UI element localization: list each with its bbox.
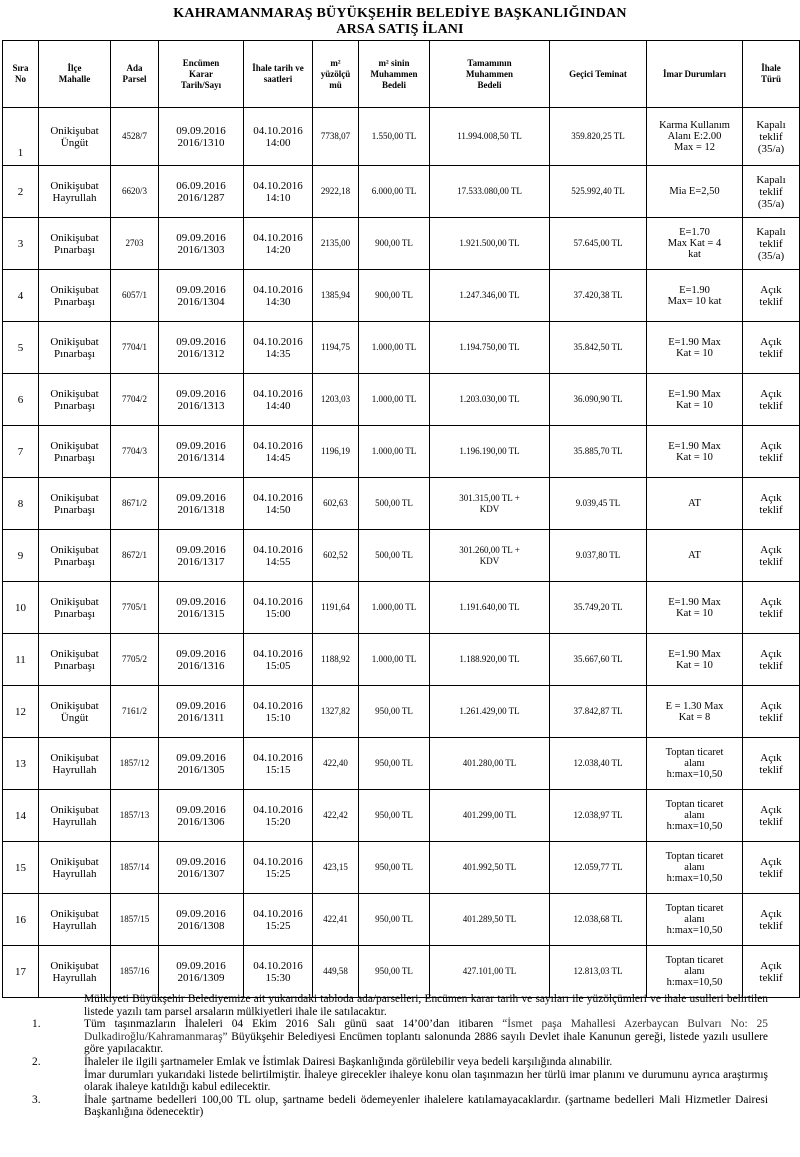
cell-m2-bedel: 950,00 TL bbox=[359, 946, 430, 998]
cell-sira: 9 bbox=[3, 530, 39, 582]
cell-imar: Toptan ticaret alanı h:max=10,50 bbox=[647, 790, 743, 842]
cell-teminat: 525.992,40 TL bbox=[550, 166, 647, 218]
table-row bbox=[3, 218, 800, 270]
cell-encumen: 09.09.2016 2016/1310 bbox=[159, 108, 244, 166]
cell-ilce: Onikişubat Hayrullah bbox=[39, 738, 111, 790]
cell-teminat: 12.038,97 TL bbox=[550, 790, 647, 842]
cell-ilce: Onikişubat Üngüt bbox=[39, 686, 111, 738]
header-yuzolcum: m² yüzölçü mü bbox=[313, 41, 359, 108]
cell-teminat: 359.820,25 TL bbox=[550, 108, 647, 166]
cell-ada: 7704/1 bbox=[111, 322, 159, 374]
header-imar: İmar Durumları bbox=[647, 41, 743, 108]
cell-tur: Açık teklif bbox=[743, 426, 800, 478]
cell-teminat: 9.039,45 TL bbox=[550, 478, 647, 530]
cell-imar: Toptan ticaret alanı h:max=10,50 bbox=[647, 842, 743, 894]
cell-ada: 4528/7 bbox=[111, 108, 159, 166]
cell-ihale: 04.10.2016 15:25 bbox=[244, 894, 313, 946]
cell-tur: Açık teklif bbox=[743, 946, 800, 998]
cell-sira: 10 bbox=[3, 582, 39, 634]
table-row bbox=[3, 426, 800, 478]
notice-footer bbox=[0, 993, 800, 1119]
header-sira: Sıra No bbox=[3, 41, 39, 108]
cell-m2-bedel: 900,00 TL bbox=[359, 218, 430, 270]
table-row bbox=[3, 686, 800, 738]
cell-encumen: 09.09.2016 2016/1308 bbox=[159, 894, 244, 946]
cell-teminat: 35.842,50 TL bbox=[550, 322, 647, 374]
cell-sira: 2 bbox=[3, 166, 39, 218]
cell-tamami: 1.921.500,00 TL bbox=[430, 218, 550, 270]
cell-tamami: 401.992,50 TL bbox=[430, 842, 550, 894]
cell-encumen: 09.09.2016 2016/1303 bbox=[159, 218, 244, 270]
footer-item-2-num: 2. bbox=[32, 1055, 41, 1068]
cell-ihale: 04.10.2016 14:00 bbox=[244, 108, 313, 166]
cell-encumen: 09.09.2016 2016/1316 bbox=[159, 634, 244, 686]
table-header-row bbox=[3, 41, 800, 108]
table-row bbox=[3, 322, 800, 374]
cell-encumen: 09.09.2016 2016/1307 bbox=[159, 842, 244, 894]
cell-tur: Kapalı teklif (35/a) bbox=[743, 108, 800, 166]
table-row bbox=[3, 842, 800, 894]
cell-teminat: 35.885,70 TL bbox=[550, 426, 647, 478]
cell-tamami: 427.101,00 TL bbox=[430, 946, 550, 998]
cell-teminat: 9.037,80 TL bbox=[550, 530, 647, 582]
footer-item-2-extra: İmar durumları yukarıdaki listede belirtilmiştir. İhaleye girecekler ihaleye konu olan taşınmazın her türlü imar planını ve durumunu ayrıca araştırmış olarak ihaleye katıldığı kabul edilecektir. bbox=[84, 1068, 768, 1094]
cell-sira: 11 bbox=[3, 634, 39, 686]
cell-ihale: 04.10.2016 14:55 bbox=[244, 530, 313, 582]
cell-tur: Açık teklif bbox=[743, 270, 800, 322]
cell-m2-bedel: 950,00 TL bbox=[359, 686, 430, 738]
cell-sira: 15 bbox=[3, 842, 39, 894]
cell-sira: 3 bbox=[3, 218, 39, 270]
footer-item-2-text: İhaleler ile ilgili şartnameler Emlak ve İstimlak Dairesi Başkanlığında görülebilir veya bedeli karşılığında alınabilir. bbox=[84, 1055, 613, 1068]
cell-tur: Açık teklif bbox=[743, 894, 800, 946]
cell-encumen: 09.09.2016 2016/1305 bbox=[159, 738, 244, 790]
cell-ada: 7704/3 bbox=[111, 426, 159, 478]
cell-imar: E=1.70 Max Kat = 4 kat bbox=[647, 218, 743, 270]
cell-ada: 1857/13 bbox=[111, 790, 159, 842]
cell-yuzolcum: 422,42 bbox=[313, 790, 359, 842]
cell-ada: 1857/16 bbox=[111, 946, 159, 998]
cell-m2-bedel: 500,00 TL bbox=[359, 530, 430, 582]
cell-ilce: Onikişubat Hayrullah bbox=[39, 166, 111, 218]
cell-ada: 6620/3 bbox=[111, 166, 159, 218]
header-ilce: İlçe Mahalle bbox=[39, 41, 111, 108]
cell-yuzolcum: 422,41 bbox=[313, 894, 359, 946]
table-row bbox=[3, 270, 800, 322]
cell-ihale: 04.10.2016 15:25 bbox=[244, 842, 313, 894]
cell-tur: Kapalı teklif (35/a) bbox=[743, 166, 800, 218]
cell-ada: 1857/15 bbox=[111, 894, 159, 946]
cell-ilce: Onikişubat Pınarbaşı bbox=[39, 634, 111, 686]
title-line-2: ARSA SATIŞ İLANI bbox=[336, 22, 464, 37]
cell-tamami: 401.289,50 TL bbox=[430, 894, 550, 946]
header-ada: Ada Parsel bbox=[111, 41, 159, 108]
cell-encumen: 09.09.2016 2016/1318 bbox=[159, 478, 244, 530]
cell-ihale: 04.10.2016 14:10 bbox=[244, 166, 313, 218]
notice-title bbox=[0, 6, 800, 38]
cell-ilce: Onikişubat Hayrullah bbox=[39, 894, 111, 946]
cell-imar: E=1.90 Max Kat = 10 bbox=[647, 582, 743, 634]
cell-sira: 16 bbox=[3, 894, 39, 946]
cell-tamami: 1.194.750,00 TL bbox=[430, 322, 550, 374]
cell-imar: Karma Kullanım Alanı E:2.00 Max = 12 bbox=[647, 108, 743, 166]
cell-teminat: 12.813,03 TL bbox=[550, 946, 647, 998]
cell-ihale: 04.10.2016 15:20 bbox=[244, 790, 313, 842]
parcel-table bbox=[2, 40, 800, 998]
cell-ilce: Onikişubat Hayrullah bbox=[39, 946, 111, 998]
cell-teminat: 57.645,00 TL bbox=[550, 218, 647, 270]
table-row bbox=[3, 166, 800, 218]
cell-yuzolcum: 1196,19 bbox=[313, 426, 359, 478]
cell-m2-bedel: 500,00 TL bbox=[359, 478, 430, 530]
cell-m2-bedel: 1.000,00 TL bbox=[359, 582, 430, 634]
cell-tamami: 17.533.080,00 TL bbox=[430, 166, 550, 218]
cell-m2-bedel: 1.550,00 TL bbox=[359, 108, 430, 166]
cell-sira: 4 bbox=[3, 270, 39, 322]
header-m2-bedel: m² sinin Muhammen Bedeli bbox=[359, 41, 430, 108]
cell-ada: 1857/12 bbox=[111, 738, 159, 790]
cell-teminat: 37.420,38 TL bbox=[550, 270, 647, 322]
cell-ada: 2703 bbox=[111, 218, 159, 270]
cell-tur: Açık teklif bbox=[743, 634, 800, 686]
cell-tur: Açık teklif bbox=[743, 842, 800, 894]
cell-ilce: Onikişubat Pınarbaşı bbox=[39, 426, 111, 478]
cell-sira: 17 bbox=[3, 946, 39, 998]
cell-tamami: 1.191.640,00 TL bbox=[430, 582, 550, 634]
cell-yuzolcum: 1327,82 bbox=[313, 686, 359, 738]
cell-yuzolcum: 2135,00 bbox=[313, 218, 359, 270]
cell-m2-bedel: 950,00 TL bbox=[359, 790, 430, 842]
cell-tamami: 301.260,00 TL + KDV bbox=[430, 530, 550, 582]
cell-ihale: 04.10.2016 15:15 bbox=[244, 738, 313, 790]
cell-tur: Açık teklif bbox=[743, 686, 800, 738]
cell-sira: 13 bbox=[3, 738, 39, 790]
table-row bbox=[3, 634, 800, 686]
cell-teminat: 12.059,77 TL bbox=[550, 842, 647, 894]
cell-encumen: 09.09.2016 2016/1317 bbox=[159, 530, 244, 582]
footer-item-2 bbox=[0, 1056, 800, 1069]
cell-yuzolcum: 1203,03 bbox=[313, 374, 359, 426]
cell-ihale: 04.10.2016 14:50 bbox=[244, 478, 313, 530]
table-row bbox=[3, 946, 800, 998]
cell-ilce: Onikişubat Pınarbaşı bbox=[39, 218, 111, 270]
cell-ihale: 04.10.2016 15:00 bbox=[244, 582, 313, 634]
cell-imar: Toptan ticaret alanı h:max=10,50 bbox=[647, 894, 743, 946]
cell-encumen: 09.09.2016 2016/1314 bbox=[159, 426, 244, 478]
cell-sira: 8 bbox=[3, 478, 39, 530]
table-row bbox=[3, 530, 800, 582]
footer-item-1-address: “İsmet paşa Mahallesi Azerbaycan Bulvarı No: 25 Dulkadiroğlu/Kahramanmaraş” bbox=[84, 1018, 768, 1043]
cell-encumen: 09.09.2016 2016/1304 bbox=[159, 270, 244, 322]
cell-ihale: 04.10.2016 14:35 bbox=[244, 322, 313, 374]
cell-ihale: 04.10.2016 14:30 bbox=[244, 270, 313, 322]
header-teminat: Geçici Teminat bbox=[550, 41, 647, 108]
cell-tamami: 1.247.346,00 TL bbox=[430, 270, 550, 322]
cell-imar: E=1.90 Max Kat = 10 bbox=[647, 634, 743, 686]
footer-item-3-text: İhale şartname bedelleri 100,00 TL olup, şartname bedeli ödemeyenler ihalelere katılamayacaklardır. (şartname bedelleri Mali Hizmetler Dairesi Başkanlığına ödenecektir) bbox=[84, 1093, 768, 1119]
cell-yuzolcum: 449,58 bbox=[313, 946, 359, 998]
cell-yuzolcum: 422,40 bbox=[313, 738, 359, 790]
cell-ihale: 04.10.2016 15:30 bbox=[244, 946, 313, 998]
cell-tur: Açık teklif bbox=[743, 374, 800, 426]
cell-ihale: 04.10.2016 15:05 bbox=[244, 634, 313, 686]
cell-sira: 7 bbox=[3, 426, 39, 478]
table-row bbox=[3, 582, 800, 634]
cell-tamami: 1.196.190,00 TL bbox=[430, 426, 550, 478]
cell-imar: Toptan ticaret alanı h:max=10,50 bbox=[647, 738, 743, 790]
cell-encumen: 09.09.2016 2016/1306 bbox=[159, 790, 244, 842]
cell-imar: Mia E=2,50 bbox=[647, 166, 743, 218]
table-row bbox=[3, 478, 800, 530]
footer-item-1-c: Büyükşehir Belediyesi Encümen toplantı salonunda 2886 sayılı Devlet ihale Kanunun gereği, listede yazılı usullere göre yapılacaktır. bbox=[84, 1030, 768, 1056]
cell-teminat: 37.842,87 TL bbox=[550, 686, 647, 738]
cell-encumen: 09.09.2016 2016/1309 bbox=[159, 946, 244, 998]
cell-tamami: 11.994.008,50 TL bbox=[430, 108, 550, 166]
cell-ilce: Onikişubat Pınarbaşı bbox=[39, 270, 111, 322]
footer-item-1 bbox=[0, 1018, 800, 1056]
cell-teminat: 35.749,20 TL bbox=[550, 582, 647, 634]
cell-sira: 6 bbox=[3, 374, 39, 426]
cell-yuzolcum: 1191,64 bbox=[313, 582, 359, 634]
footer-intro: Mülkiyeti Büyükşehir Belediyemize ait yukarıdaki tabloda ada/parselleri, Encümen karar tarih ve sayıları ile yüzölçümleri ve ihale usulleri belirtilen listede yazılı tam parsel arsaların mülkiyetleri ihale ile satılacaktır. bbox=[84, 993, 768, 1018]
cell-teminat: 36.090,90 TL bbox=[550, 374, 647, 426]
cell-ilce: Onikişubat Pınarbaşı bbox=[39, 582, 111, 634]
cell-ihale: 04.10.2016 14:40 bbox=[244, 374, 313, 426]
cell-m2-bedel: 6.000,00 TL bbox=[359, 166, 430, 218]
cell-tur: Açık teklif bbox=[743, 478, 800, 530]
cell-m2-bedel: 1.000,00 TL bbox=[359, 322, 430, 374]
cell-yuzolcum: 602,63 bbox=[313, 478, 359, 530]
cell-ilce: Onikişubat Pınarbaşı bbox=[39, 374, 111, 426]
cell-imar: E = 1.30 Max Kat = 8 bbox=[647, 686, 743, 738]
cell-m2-bedel: 1.000,00 TL bbox=[359, 634, 430, 686]
header-ihale: İhale tarih ve saatleri bbox=[244, 41, 313, 108]
cell-tamami: 401.280,00 TL bbox=[430, 738, 550, 790]
cell-tur: Kapalı teklif (35/a) bbox=[743, 218, 800, 270]
cell-ada: 8671/2 bbox=[111, 478, 159, 530]
cell-yuzolcum: 2922,18 bbox=[313, 166, 359, 218]
cell-ada: 1857/14 bbox=[111, 842, 159, 894]
table-row bbox=[3, 894, 800, 946]
header-tamami: Tamamının Muhammen Bedeli bbox=[430, 41, 550, 108]
cell-encumen: 09.09.2016 2016/1315 bbox=[159, 582, 244, 634]
cell-imar: E=1.90 Max Kat = 10 bbox=[647, 374, 743, 426]
cell-ada: 7705/2 bbox=[111, 634, 159, 686]
cell-ihale: 04.10.2016 14:20 bbox=[244, 218, 313, 270]
cell-tur: Açık teklif bbox=[743, 738, 800, 790]
cell-sira: 12 bbox=[3, 686, 39, 738]
cell-imar: AT bbox=[647, 478, 743, 530]
cell-tamami: 1.261.429,00 TL bbox=[430, 686, 550, 738]
cell-m2-bedel: 950,00 TL bbox=[359, 894, 430, 946]
cell-teminat: 12.038,68 TL bbox=[550, 894, 647, 946]
cell-tur: Açık teklif bbox=[743, 322, 800, 374]
title-line-1: KAHRAMANMARAŞ BÜYÜKŞEHİR BELEDİYE BAŞKANLIĞINDAN bbox=[173, 6, 627, 21]
cell-ada: 7161/2 bbox=[111, 686, 159, 738]
table-row bbox=[3, 108, 800, 166]
cell-encumen: 09.09.2016 2016/1311 bbox=[159, 686, 244, 738]
table-row bbox=[3, 374, 800, 426]
cell-teminat: 12.038,40 TL bbox=[550, 738, 647, 790]
table-row bbox=[3, 738, 800, 790]
cell-tur: Açık teklif bbox=[743, 582, 800, 634]
cell-encumen: 09.09.2016 2016/1312 bbox=[159, 322, 244, 374]
cell-sira: 1 bbox=[3, 108, 39, 166]
cell-yuzolcum: 7738,07 bbox=[313, 108, 359, 166]
cell-ada: 7704/2 bbox=[111, 374, 159, 426]
cell-teminat: 35.667,60 TL bbox=[550, 634, 647, 686]
cell-m2-bedel: 900,00 TL bbox=[359, 270, 430, 322]
cell-imar: E=1.90 Max Kat = 10 bbox=[647, 322, 743, 374]
cell-ilce: Onikişubat Hayrullah bbox=[39, 842, 111, 894]
cell-tur: Açık teklif bbox=[743, 790, 800, 842]
cell-encumen: 06.09.2016 2016/1287 bbox=[159, 166, 244, 218]
cell-m2-bedel: 950,00 TL bbox=[359, 738, 430, 790]
cell-imar: Toptan ticaret alanı h:max=10,50 bbox=[647, 946, 743, 998]
footer-item-1-a: Tüm taşınmazların İhaleleri 04 Ekim 2016 Salı günü saat 14’00’dan itibaren bbox=[84, 1018, 503, 1031]
cell-ilce: Onikişubat Hayrullah bbox=[39, 790, 111, 842]
cell-ada: 8672/1 bbox=[111, 530, 159, 582]
cell-ilce: Onikişubat Üngüt bbox=[39, 108, 111, 166]
cell-tamami: 1.188.920,00 TL bbox=[430, 634, 550, 686]
cell-yuzolcum: 423,15 bbox=[313, 842, 359, 894]
cell-encumen: 09.09.2016 2016/1313 bbox=[159, 374, 244, 426]
cell-tamami: 1.203.030,00 TL bbox=[430, 374, 550, 426]
cell-yuzolcum: 602,52 bbox=[313, 530, 359, 582]
cell-tamami: 401.299,00 TL bbox=[430, 790, 550, 842]
cell-ihale: 04.10.2016 14:45 bbox=[244, 426, 313, 478]
footer-item-1-num: 1. bbox=[32, 1018, 41, 1031]
cell-ilce: Onikişubat Pınarbaşı bbox=[39, 478, 111, 530]
header-encumen: Encümen Karar Tarih/Sayı bbox=[159, 41, 244, 108]
cell-sira: 14 bbox=[3, 790, 39, 842]
cell-m2-bedel: 950,00 TL bbox=[359, 842, 430, 894]
cell-tur: Açık teklif bbox=[743, 530, 800, 582]
cell-imar: E=1.90 Max= 10 kat bbox=[647, 270, 743, 322]
cell-imar: E=1.90 Max Kat = 10 bbox=[647, 426, 743, 478]
cell-ada: 6057/1 bbox=[111, 270, 159, 322]
cell-ada: 7705/1 bbox=[111, 582, 159, 634]
cell-ilce: Onikişubat Pınarbaşı bbox=[39, 530, 111, 582]
cell-imar: AT bbox=[647, 530, 743, 582]
cell-tamami: 301.315,00 TL + KDV bbox=[430, 478, 550, 530]
cell-m2-bedel: 1.000,00 TL bbox=[359, 374, 430, 426]
header-tur: İhale Türü bbox=[743, 41, 800, 108]
footer-item-3 bbox=[0, 1094, 800, 1119]
cell-ihale: 04.10.2016 15:10 bbox=[244, 686, 313, 738]
cell-yuzolcum: 1188,92 bbox=[313, 634, 359, 686]
cell-sira: 5 bbox=[3, 322, 39, 374]
cell-yuzolcum: 1194,75 bbox=[313, 322, 359, 374]
cell-yuzolcum: 1385,94 bbox=[313, 270, 359, 322]
footer-item-3-num: 3. bbox=[32, 1093, 41, 1106]
cell-ilce: Onikişubat Pınarbaşı bbox=[39, 322, 111, 374]
table-row bbox=[3, 790, 800, 842]
cell-m2-bedel: 1.000,00 TL bbox=[359, 426, 430, 478]
